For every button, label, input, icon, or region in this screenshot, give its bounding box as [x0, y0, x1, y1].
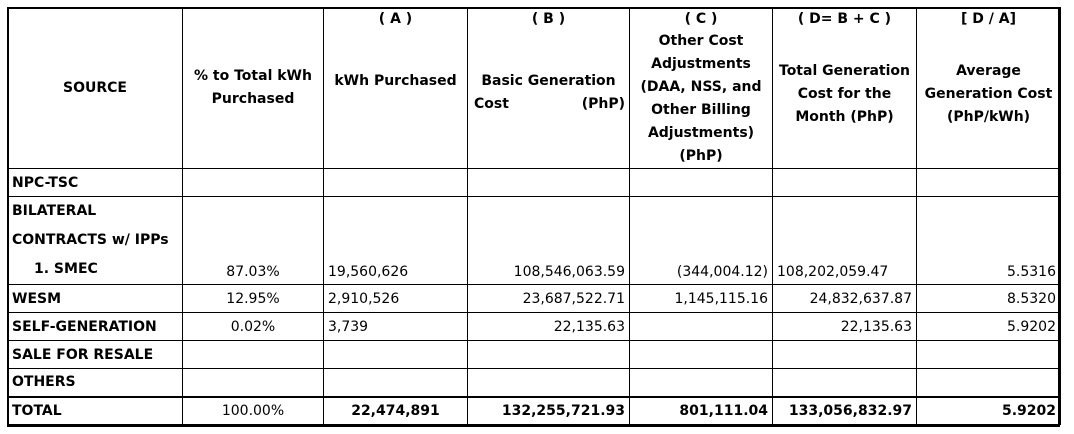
cell-pct: 0.02% [183, 313, 324, 341]
cell-other: 801,111.04 [630, 397, 773, 425]
header-bgc-tag: ( B ) [531, 11, 566, 27]
header-total-tag: ( D= B + C ) [797, 11, 892, 27]
row-label-total: TOTAL [8, 397, 183, 425]
cell-kwh: 19,560,626 [324, 197, 468, 285]
header-kwh-tag: ( A ) [378, 11, 413, 27]
cell-pct: 12.95% [183, 285, 324, 313]
row-label-wesm: WESM [8, 285, 183, 313]
cell-total: 22,135.63 [773, 313, 917, 341]
row-label-others: OTHERS [8, 369, 183, 397]
header-avg-tag: [ D / A] [961, 11, 1016, 27]
cell-kwh: 22,474,891 [324, 397, 468, 425]
row-label-self-generation: SELF-GENERATION [8, 313, 183, 341]
cell-bgc: 22,135.63 [468, 313, 630, 341]
header-bgc-cost: Cost [474, 96, 509, 112]
header-source: SOURCE [8, 8, 183, 169]
header-kwh-label: kWh Purchased [334, 73, 457, 89]
header-other-label: Other Cost Adjustments (DAA, NSS, and Other Billing Adjustments) (PhP) [640, 33, 762, 164]
header-bgc-label: Basic Generation [481, 73, 616, 89]
header-total-label: Total Generation Cost for the Month (PhP) [779, 63, 910, 125]
row-label-npc: NPC-TSC [8, 169, 183, 197]
cell-bgc: 108,546,063.59 [468, 197, 630, 285]
cell-total: 108,202,059.47 [773, 197, 917, 285]
cell-avg: 5.9202 [917, 313, 1061, 341]
cell-avg: 5.9202 [917, 397, 1061, 425]
row-label-sale-for-resale: SALE FOR RESALE [8, 341, 183, 369]
cell-bgc: 23,687,522.71 [468, 285, 630, 313]
cell-avg: 5.5316 [917, 197, 1061, 285]
cell-kwh: 3,739 [324, 313, 468, 341]
cell-kwh: 2,910,526 [324, 285, 468, 313]
cell-other: (344,004.12) [630, 197, 773, 285]
header-other-tag: ( C ) [684, 11, 718, 27]
row-label-smec: 1. SMEC [34, 261, 98, 277]
cell-total: 133,056,832.97 [773, 397, 917, 425]
header-bgc-unit: (PhP) [581, 96, 625, 112]
row-label-bilateral: BILATERAL CONTRACTS w/ IPPs 1. SMEC [8, 197, 183, 285]
cell-pct: 100.00% [183, 397, 324, 425]
cell-pct: 87.03% [183, 197, 324, 285]
cell-bgc: 132,255,721.93 [468, 397, 630, 425]
header-avg-label: Average Generation Cost (PhP/kWh) [924, 63, 1053, 125]
header-pct: % to Total kWh Purchased [183, 8, 324, 169]
cell-avg: 8.5320 [917, 285, 1061, 313]
table-outer-border [7, 7, 1060, 427]
cell-other: 1,145,115.16 [630, 285, 773, 313]
cell-total: 24,832,637.87 [773, 285, 917, 313]
